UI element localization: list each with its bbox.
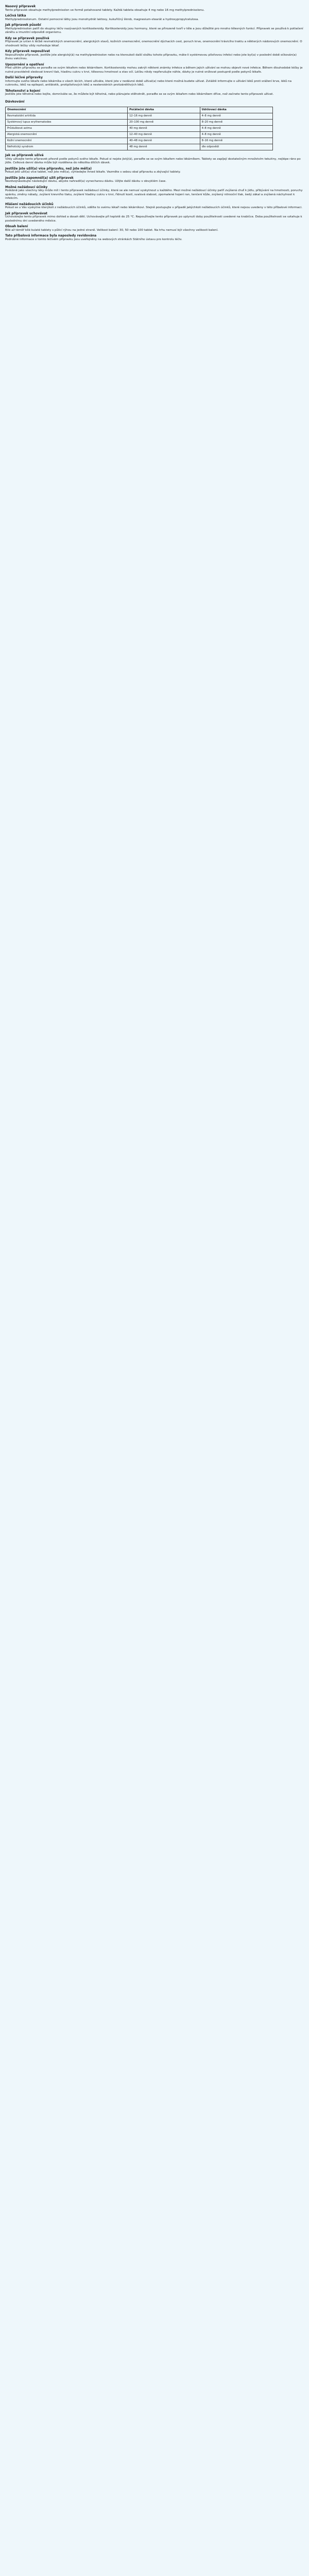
section-text: Nezdvojnásobujte následující dávku, abyste nahradil(a) vynechanou dávku. Užijte další dávku v obvyklém čase.: [5, 180, 167, 183]
table-cell: 20–100 mg denně: [128, 120, 200, 126]
section-text: Pokud jste užil(a) více tablet, než jste měl(a), vyhledejte ihned lékaře. Vezměte s sebou obal přípravku a zbývající tablety.: [5, 171, 181, 174]
table-header-row: [6, 107, 273, 113]
footer-text: Podrobné informace o tomto léčivém přípravku jsou uveřejněny na webových stránkách Státního ústavu pro kontrolu léčiv.: [5, 238, 182, 241]
table-cell: 4–8 mg denně: [200, 113, 272, 120]
section-heading: Obsah balení: [5, 225, 28, 228]
table-cell: 4–8 mg denně: [200, 132, 272, 138]
table-cell: 12–16 mg denně: [128, 113, 200, 120]
table-cell: Kožní onemocnění: [6, 138, 128, 144]
table-row: [6, 144, 273, 150]
table-cell: 4–8 mg denně: [200, 126, 272, 132]
section-text: Jestliže jste těhotná nebo kojíte, domníváte se, že můžete být těhotná, nebo plánujete otěhotnět, poraďte se se svým lékařem nebo lékárníkem dříve, než začnete tento přípravek užívat.: [5, 93, 274, 96]
section-text: Pokud se u Vás vyskytne kterýkoli z nežádoucích účinků, sdělte to svému lékaři nebo lékárníkovi. Stejně postupujte v případě jakýchkoli nežádoucích účinků, které nejsou uvedeny v této příbalové informaci.: [5, 206, 302, 209]
table-cell: 12–40 mg denně: [128, 132, 200, 138]
table-cell: dle odpovědi: [200, 144, 272, 150]
table-row: [6, 113, 273, 120]
section-heading: Hlášení nežádoucích účinků: [5, 202, 54, 206]
section-text: Vždy užívejte tento přípravek přesně podle pokynů svého lékaře. Pokud si nejste jistý(á), poraďte se se svým lékařem nebo lékárníkem. Tablety se zapíjejí dostatečným množstvím tekutiny, nejlépe ráno po jídle. Celková denní dávka může být rozdělena do několika dílčích dávek.: [5, 157, 301, 164]
section-heading: Těhotenství a kojení: [5, 89, 41, 93]
section-text: Methylprednisolon patří do skupiny léčiv nazývaných kortikosteroidy. Kortikosteroidy jsou hormony, které se přirozeně tvoří v těle a jsou důležité pro mnoho tělesných funkcí. Přípravek se používá k potlačení zánětu a imunitní odpovědi organismu.: [5, 27, 303, 34]
dose-table-heading: Dávkování: [5, 99, 25, 104]
section-heading: Další léčivé přípravky: [5, 76, 43, 79]
table-cell: 40–48 mg denně: [128, 138, 200, 144]
section-text: Informujte svého lékaře nebo lékárníka o všech lécích, které užíváte, které jste v nedávné době užíval(a) nebo které možná budete užívat. Zvláště informujte o užívání léků proti srážení krve, léků na cukrovku, léků na epilepsii, antibiotik, protiplísňových léků a nesteroidních protizánětlivých léků.: [5, 79, 292, 87]
section-heading: Nasový přípravek: [5, 5, 36, 8]
table-row: [6, 138, 273, 144]
section-heading: Léčivá látka: [5, 14, 26, 18]
section-heading: Kdy se přípravek používá: [5, 36, 49, 40]
table-cell: 48 mg denně: [128, 144, 200, 150]
section-group-1: [5, 5, 304, 97]
section-heading: Jestliže jste užil(a) více přípravku, než jste měl(a): [5, 166, 92, 171]
footer-heading: Tato příbalová informace byla naposledy revidována: [5, 234, 97, 238]
section-group-2: [5, 154, 304, 232]
table-row: [6, 120, 273, 126]
table-header: Počáteční dávka: [128, 107, 200, 113]
section-text: Nepoužívejte přípravek, jestliže jste alergický(á) na methylprednisolon nebo na kteroukoli další složku tohoto přípravku, máte-li systémovou plísňovou infekci nebo jste byl(a) v poslední době očkován(a) živou vakcínou.: [5, 53, 297, 60]
section-text: Uchovávejte tento přípravek mimo dohled a dosah dětí. Uchovávejte při teplotě do 25 °C. Nepoužívejte tento přípravek po uplynutí doby použitelnosti uvedené na krabičce. Doba použitelnosti se vztahuje k poslednímu dni uvedeného měsíce.: [5, 215, 302, 223]
table-cell: Průduškové astma: [6, 126, 128, 132]
section-heading: Upozornění a opatření: [5, 62, 44, 66]
table-cell: 8–20 mg denně: [200, 120, 272, 126]
table-cell: Systémový lupus erythematodes: [6, 120, 128, 126]
section-heading: Jestliže jste zapomněl(a) užít přípravek: [5, 176, 74, 180]
section-text: Tento přípravek obsahuje methylprednisolon ve formě potahované tablety. Každá tableta obsahuje 4 mg nebo 16 mg methylprednisolonu.: [5, 8, 205, 12]
section-heading: Jak přípravek působí: [5, 23, 41, 27]
table-cell: Alergická onemocnění: [6, 132, 128, 138]
table-cell: 40 mg denně: [128, 126, 200, 132]
table-header: Udržovací dávka: [200, 107, 272, 113]
section-text: Bílé až téměř bílé kulaté tablety s půlicí rýhou na jedné straně. Velikost balení: 30, 50 nebo 100 tablet. Na trhu nemusí být všechny velikosti balení.: [5, 228, 218, 232]
table-row: [6, 132, 273, 138]
table-cell: Nefrotický syndrom: [6, 144, 128, 150]
section-text: Přípravek je určen k léčbě revmatických onemocnění, alergických stavů, kožních onemocnění, onemocnění dýchacích cest, poruch krve, onemocnění trávicího traktu a některých nádorových onemocnění. O vhodnosti léčby vždy rozhoduje lékař.: [5, 40, 302, 47]
table-cell: 8–16 mg denně: [200, 138, 272, 144]
section-text: Podobně jako všechny léky může mít i tento přípravek nežádoucí účinky, které se ale nemusí vyskytnout u každého. Mezi možné nežádoucí účinky patří zvýšená chuť k jídlu, přibývání na hmotnosti, poruchy spánku, změny nálady, zvýšení krevního tlaku, zvýšení hladiny cukru v krvi, řídnutí kostí, svalová slabost, zpomalené hojení ran, tenčení kůže, zvýšený nitrooční tlak, šedý zákal a zvýšená náchylnost k infekcím.: [5, 189, 303, 200]
section-text: Před užitím přípravku se poraďte se svým lékařem nebo lékárníkem. Kortikosteroidy mohou zakrýt některé známky infekce a během jejich užívání se mohou objevit nové infekce. Během dlouhodobé léčby je nutné pravidelně sledovat krevní tlak, hladinu cukru v krvi, tělesnou hmotnost a stav očí. Léčbu nikdy nepřerušujte náhle, dávky je nutné snižovat postupně podle pokynů lékaře.: [5, 66, 303, 74]
section-heading: Jak se přípravek užívá: [5, 154, 44, 157]
table-header: Onemocnění: [6, 107, 128, 113]
table-row: [6, 126, 273, 132]
dose-table: [5, 107, 273, 150]
section-heading: Kdy přípravek nepoužívat: [5, 49, 50, 53]
table-cell: Revmatoidní artritida: [6, 113, 128, 120]
section-heading: Možné nežádoucí účinky: [5, 185, 48, 189]
section-text: Methylprednisolonum. Ostatní pomocné látky jsou monohydrát laktosy, kukuřičný škrob, magnesium-stearát a hydroxypropylcelulosa.: [5, 18, 199, 21]
section-heading: Jak přípravek uchovávat: [5, 211, 48, 215]
